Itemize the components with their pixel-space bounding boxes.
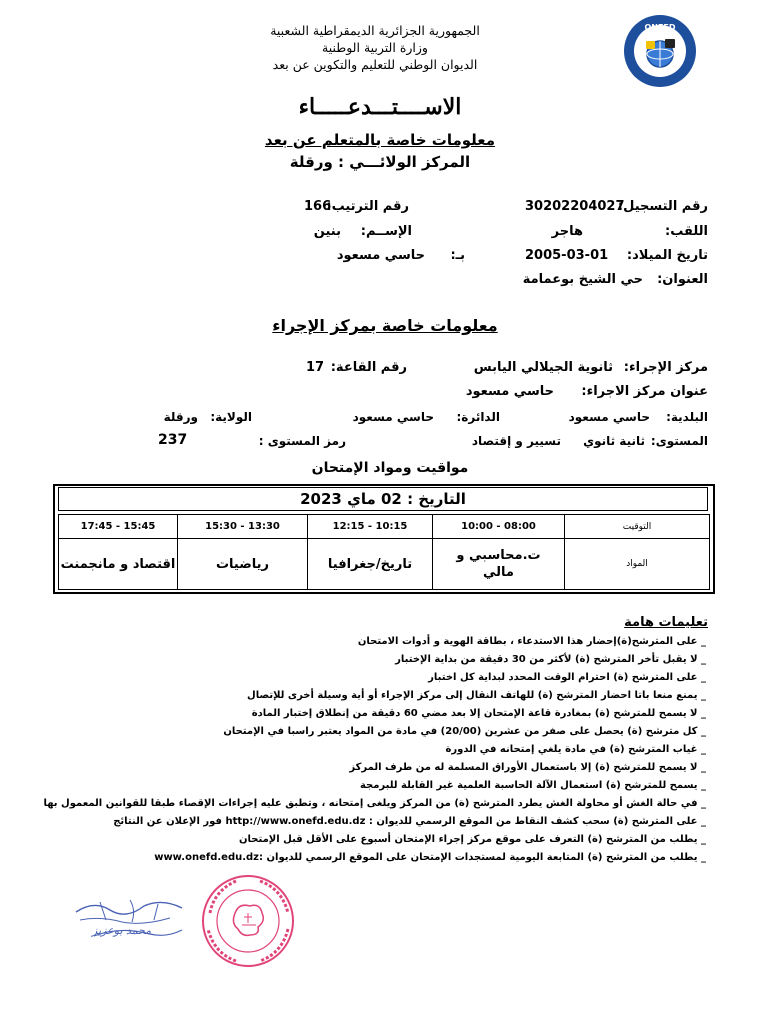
time-cell: 17:45 - 15:45 xyxy=(59,515,178,539)
exam-section-title: معلومات خاصة بمركز الإجراء xyxy=(272,316,498,335)
subject-cell: تاريخ/جغرافيا xyxy=(308,539,433,590)
surname-label: اللقب: xyxy=(665,224,708,239)
daira-label: الدائرة: xyxy=(456,410,500,424)
municipality-value: حاسي مسعود xyxy=(568,410,650,424)
instruction-item: _ يطلب من المترشح (ة) التعرف على موقع مركز إجراء الإمتحان أسبوع على الأقل قبل الإمتحان xyxy=(239,834,706,845)
instruction-item: _ كل مترشح (ة) يحصل على صفر من عشرين (20/00) في مادة من المواد يعتبر راسبا في الإمتحان xyxy=(223,726,706,737)
instruction-item: _ على المترشح(ة)إحضار هذا الاستدعاء ، بطاقة الهوية و أدوات الامتحان xyxy=(357,636,706,647)
schedule-title: مواقيت ومواد الإمتحان xyxy=(311,460,469,476)
reg-value: 30202204027 xyxy=(525,199,625,214)
instructions-list xyxy=(26,633,706,867)
exam-date: التاريخ : 02 ماي 2023 xyxy=(58,487,708,511)
center-address-value: حاسي مسعود xyxy=(465,384,554,399)
instruction-item: _ يمنع منعا باتا احضار المترشح (ة) للهاتف النقال إلى مركز الإجراء أو أية وسيلة أخرى للإتصال xyxy=(247,690,706,701)
reg-label: رقم التسجيل: xyxy=(617,199,708,214)
stream-value: تسيير و إقتصاد xyxy=(471,434,561,448)
pob-value: حاسي مسعود xyxy=(336,248,425,263)
subtitle: معلومات خاصة بالمتعلم عن بعد xyxy=(264,131,496,149)
instruction-item: _ لا يسمح للمترشح (ة) إلا باستعمال الأوراق المسلمة له من طرف المركز xyxy=(349,762,706,773)
subject-row-label: المواد xyxy=(565,539,710,590)
subject-cell: ت.محاسبي و مالي xyxy=(433,539,565,590)
dob-label: تاريخ الميلاد: xyxy=(626,248,708,263)
surname-value: هاجر xyxy=(551,224,583,239)
signature-name: محمد بوعزيز xyxy=(92,924,152,937)
instruction-item: _ يطلب من المترشح (ة) المتابعة اليومية لمستجدات الإمتحان على الموقع الرسمي للديوان :www.onefd.edu.dz xyxy=(154,852,706,863)
dob-value: 2005-03-01 xyxy=(525,248,609,263)
time-cell: 10:00 - 08:00 xyxy=(433,515,565,539)
address-label: العنوان: xyxy=(657,272,708,287)
regional-center-line: المركز الولائـــي : ورقلة xyxy=(289,153,471,171)
subject-cell: اقتصاد و مانجمنت xyxy=(59,539,178,590)
instruction-item: _ في حالة الغش أو محاولة الغش يطرد المترشح (ة) من المركز ويلغى إمتحانه ، وتطبق عليه إجراءات الإقصاء طبقا للقوانين المعمول بها xyxy=(43,798,706,809)
schedule-subject-row xyxy=(59,539,710,590)
instruction-item: _ على المترشح (ة) سحب كشف النقاط من الموقع الرسمي للديوان : http://www.onefd.edu.dz فور الإعلان عن النتائج xyxy=(113,816,706,827)
official-stamp xyxy=(200,873,296,969)
level-value: ثانية ثانوي xyxy=(583,434,645,448)
logo-text: ONEFD xyxy=(644,23,676,32)
room-label: رقم القاعة: xyxy=(330,360,407,375)
level-code-value: 237 xyxy=(158,432,188,448)
level-code-label: رمز المستوى : xyxy=(258,434,346,448)
header-ministry-block xyxy=(240,22,510,73)
page-title: الاســــتـــدعـــــاء xyxy=(298,94,462,120)
instructions-title: تعليمات هامة xyxy=(624,615,708,630)
time-row-label: التوقيت xyxy=(565,515,710,539)
municipality-label: البلدية: xyxy=(666,410,708,424)
schedule-table xyxy=(58,514,710,590)
name-label: الإســم: xyxy=(360,224,412,239)
center-address-label: عنوان مركز الاجراء: xyxy=(581,384,708,399)
republic-line: الجمهورية الجزائرية الديمقراطية الشعبية xyxy=(270,23,480,38)
center-value: ثانوية الجيلالي اليابس xyxy=(473,360,613,375)
name-value: بنين xyxy=(313,224,341,239)
signature xyxy=(70,886,200,946)
instruction-item: _ على المترشح (ة) احترام الوقت المحدد لبداية كل اختبار xyxy=(428,672,706,683)
instruction-item: _ لا يقبل تأخر المترشح (ة) لأكثر من 30 دقيقة من بداية الإختبار xyxy=(395,654,706,665)
time-cell: 15:30 - 13:30 xyxy=(178,515,308,539)
instruction-item: _ يسمح للمترشح (ة) استعمال الآلة الحاسبة العلمية غير القابلة للبرمجة xyxy=(359,780,706,791)
address-value: حي الشيخ بوعمامة xyxy=(522,272,643,287)
pob-label: بـ: xyxy=(450,248,465,263)
daira-value: حاسي مسعود xyxy=(352,410,434,424)
instruction-item: _ غياب المترشح (ة) في مادة يلغي إمتحانه في الدورة xyxy=(445,744,706,755)
instruction-item: _ لا يسمح للمترشح (ة) بمغادرة قاعة الإمتحان إلا بعد مضي 60 دقيقة من إنطلاق إختبار المادة xyxy=(251,708,706,719)
time-cell: 12:15 - 10:15 xyxy=(308,515,433,539)
wilaya-label: الولاية: xyxy=(210,410,252,424)
rank-label: رقم الترتيب: xyxy=(326,199,409,214)
wilaya-value: ورقلة xyxy=(163,410,198,424)
onefd-logo xyxy=(623,14,697,88)
center-label: مركز الإجراء: xyxy=(623,360,708,375)
rank-value: 166 xyxy=(304,199,332,214)
subject-cell: رياضيات xyxy=(178,539,308,590)
ministry-line: وزارة التربية الوطنية xyxy=(322,40,428,55)
level-label: المستوى: xyxy=(650,434,708,448)
office-line: الديوان الوطني للتعليم والتكوين عن بعد xyxy=(272,57,478,72)
room-value: 17 xyxy=(306,360,325,375)
schedule-time-row xyxy=(59,515,710,539)
